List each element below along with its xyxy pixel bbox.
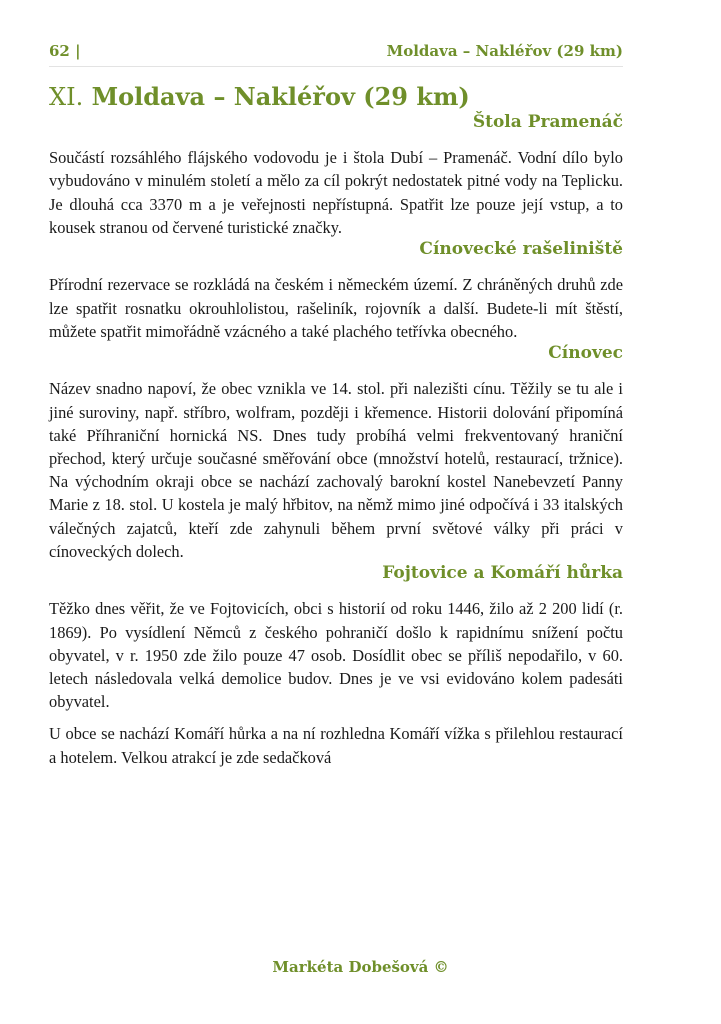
- section-heading-cinovecke-raseliniste: Cínovecké rašeliniště: [419, 239, 623, 259]
- section-paragraph: Součástí rozsáhlého flájského vodovodu je i štola Dubí – Pramenáč. Vodní dílo bylo vybudováno v minulém století a mělo za cíl pokrýt nedostatek pitné vody na Teplicku. Je dlouhá cca 3370 m a je veřejnosti nepřístupná. Spatřit lze pouze její vstup, a to kousek stranou od červené turistické značky.: [49, 148, 623, 237]
- chapter-numeral: XI.: [49, 83, 84, 111]
- running-title: Moldava – Nakléřov (29 km): [386, 42, 623, 60]
- section-heading-fojtovice: Fojtovice a Komáří hůrka: [382, 563, 623, 584]
- section-paragraph: Název snadno napoví, že obec vznikla ve 14. stol. při nalezišti cínu. Těžily se tu ale i jiné suroviny, např. stříbro, wolfram, později i křemence. Historii dolování připomíná také Příhraniční hornická NS. Dnes tudy probíhá velmi frekventovaný hraniční přechod, který určuje současné směřování obce (množství hotelů, restaurací, tržnice). Na východním okraji obce se nachází zachovalý barokní kostel Nanebevzetí Panny Marie z 18. stol. U kostela je malý hřbitov, na němž mimo jiné odpočívá i 33 italských válečných zajatců, kteří zde zahynuli během první světové války při práci v cínoveckých dolech.: [49, 379, 623, 561]
- running-header: [49, 42, 623, 67]
- section-heading-cinovec: Cínovec: [548, 343, 623, 363]
- page-footer: Markéta Dobešová ©: [272, 958, 449, 976]
- section-paragraph: Přírodní rezervace se rozkládá na českém i německém území. Z chráněných druhů zde lze spatřit rosnatku okrouhlolistou, rašeliník, rojovník a další. Budete-li mít štěstí, můžete spatřit mimořádně vzácného a také plachého tetřívka obecného.: [49, 275, 623, 341]
- section-paragraph: U obce se nachází Komáří hůrka a na ní rozhledna Komáří vížka s přilehlou restaurací a hotelem. Velkou atrakcí je zde sedačková: [49, 724, 623, 767]
- chapter-title-text: Moldava – Nakléřov (29 km): [91, 82, 470, 111]
- section-paragraph: Těžko dnes věřit, že ve Fojtovicích, obci s historií od roku 1446, žilo až 2 200 lidí (r. 1869). Po vysídlení Němců z českého pohraničí došlo k rapidnímu snížení počtu obyvatel, v r. 1950 zde žilo pouze 47 osob. Dosídlit obec se příliš nepodařilo, v 60. letech následovala velká demolice budov. Dnes je ve vsi evidováno kolem padesáti obyvatel.: [49, 599, 623, 712]
- chapter-title: [49, 83, 623, 112]
- page-number: 62 |: [49, 42, 81, 60]
- page: [49, 42, 623, 769]
- section-heading-stola-pramenac: Štola Pramenáč: [472, 111, 623, 132]
